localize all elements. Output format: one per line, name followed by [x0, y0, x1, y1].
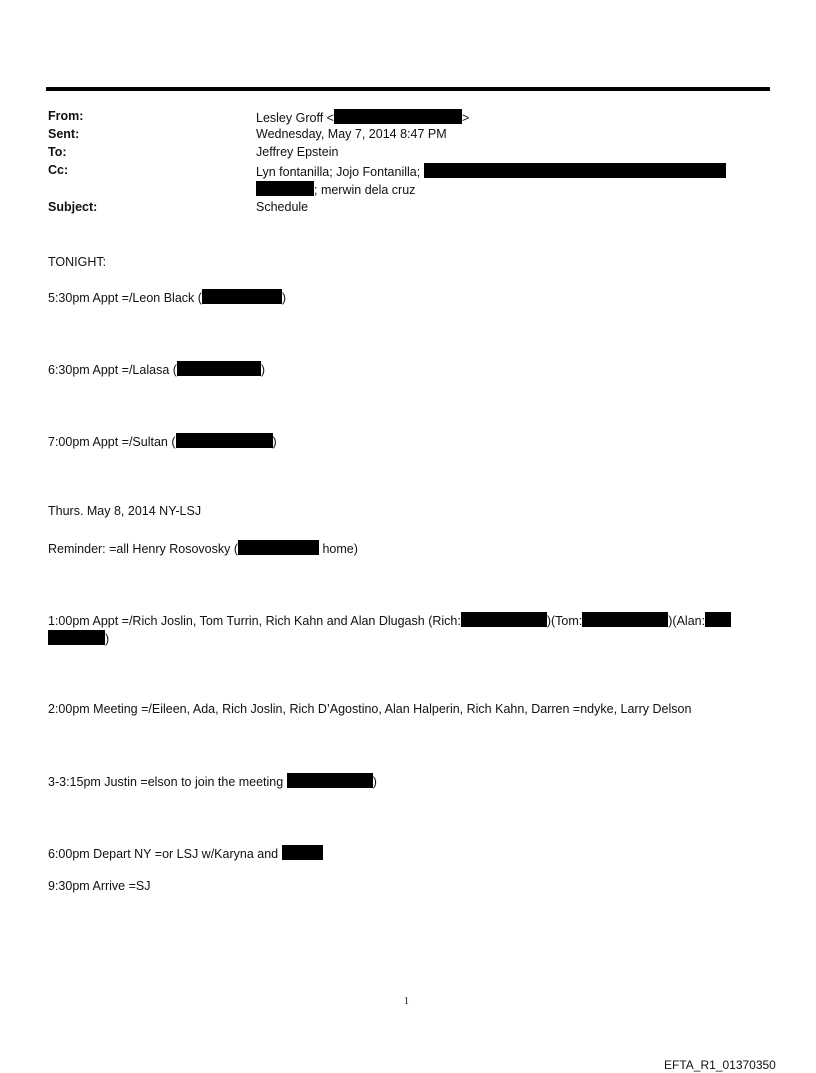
redaction-box: [176, 433, 273, 448]
justin-text: 3-3:15pm Justin =elson to join the meeting: [48, 775, 287, 789]
redaction-box: [705, 612, 731, 627]
appt-text-end: ): [281, 291, 287, 305]
appt-text-mid: )(Alan:: [668, 614, 706, 628]
header-rule: [46, 87, 770, 91]
appt-text-end: ): [105, 632, 110, 646]
redaction-box: [461, 612, 547, 627]
meeting-line: 2:00pm Meeting =/Eileen, Ada, Rich Joslin, Rich D’Agostino, Alan Halperin, Rich Kahn, Darren =ndyke, Larry Delson: [48, 702, 692, 716]
appt-line-2: [48, 361, 265, 377]
redaction-box: [48, 630, 105, 645]
redaction-box: [424, 163, 726, 178]
appt-text: 7:00pm Appt =/Sultan (: [48, 435, 176, 449]
redaction-box: [282, 845, 323, 860]
redaction-box: [582, 612, 668, 627]
redaction-box: [177, 361, 261, 376]
redaction-box: [238, 540, 319, 555]
to-value: Jeffrey Epstein: [256, 145, 339, 159]
cc-line-2: [256, 181, 415, 197]
reminder-text: Reminder: =all Henry Rosovosky (: [48, 542, 238, 556]
appt-text-mid: )(Tom:: [546, 614, 583, 628]
depart-line: [48, 845, 323, 861]
from-value: [256, 109, 469, 125]
appt-line-4: [48, 612, 731, 628]
from-close: >: [461, 111, 470, 125]
subject-label: Subject:: [48, 200, 98, 214]
appt-text: 6:30pm Appt =/Lalasa (: [48, 363, 177, 377]
appt-text-end: ): [260, 363, 266, 377]
page-number: 1: [404, 996, 409, 1007]
appt-text: 1:00pm Appt =/Rich Joslin, Tom Turrin, Rich Kahn and Alan Dlugash (Rich:: [48, 614, 461, 628]
appt-text-end: ): [272, 435, 277, 449]
appt-text: 5:30pm Appt =/Leon Black (: [48, 291, 202, 305]
justin-line: [48, 773, 377, 789]
redaction-box: [287, 773, 373, 788]
arrive-line: 9:30pm Arrive =SJ: [48, 879, 151, 893]
from-label: From:: [48, 109, 84, 123]
redaction-box: [256, 181, 314, 196]
depart-text: 6:00pm Depart NY =or LSJ w/Karyna and: [48, 847, 282, 861]
redaction-box: [334, 109, 462, 124]
thursday-heading: Thurs. May 8, 2014 NY-LSJ: [48, 504, 202, 518]
subject-value: Schedule: [256, 200, 309, 214]
appt-line-1: [48, 289, 286, 305]
justin-text-end: ): [372, 775, 377, 789]
to-label: To:: [48, 145, 67, 159]
appt-line-3: [48, 433, 277, 449]
redaction-box: [202, 289, 282, 304]
from-name: Lesley Groff <: [256, 111, 334, 125]
tonight-heading: TONIGHT:: [48, 255, 107, 269]
reminder-line: [48, 540, 358, 556]
cc-names-2: ; merwin dela cruz: [314, 183, 416, 197]
cc-label: Cc:: [48, 163, 69, 177]
sent-value: Wednesday, May 7, 2014 8:47 PM: [256, 127, 447, 141]
cc-line-1: [256, 163, 726, 179]
document-id: EFTA_R1_01370350: [664, 1058, 776, 1072]
sent-label: Sent:: [48, 127, 80, 141]
appt-line-4-cont: [48, 630, 109, 646]
cc-names: Lyn fontanilla; Jojo Fontanilla;: [256, 165, 421, 179]
reminder-text-end: home): [319, 542, 358, 556]
